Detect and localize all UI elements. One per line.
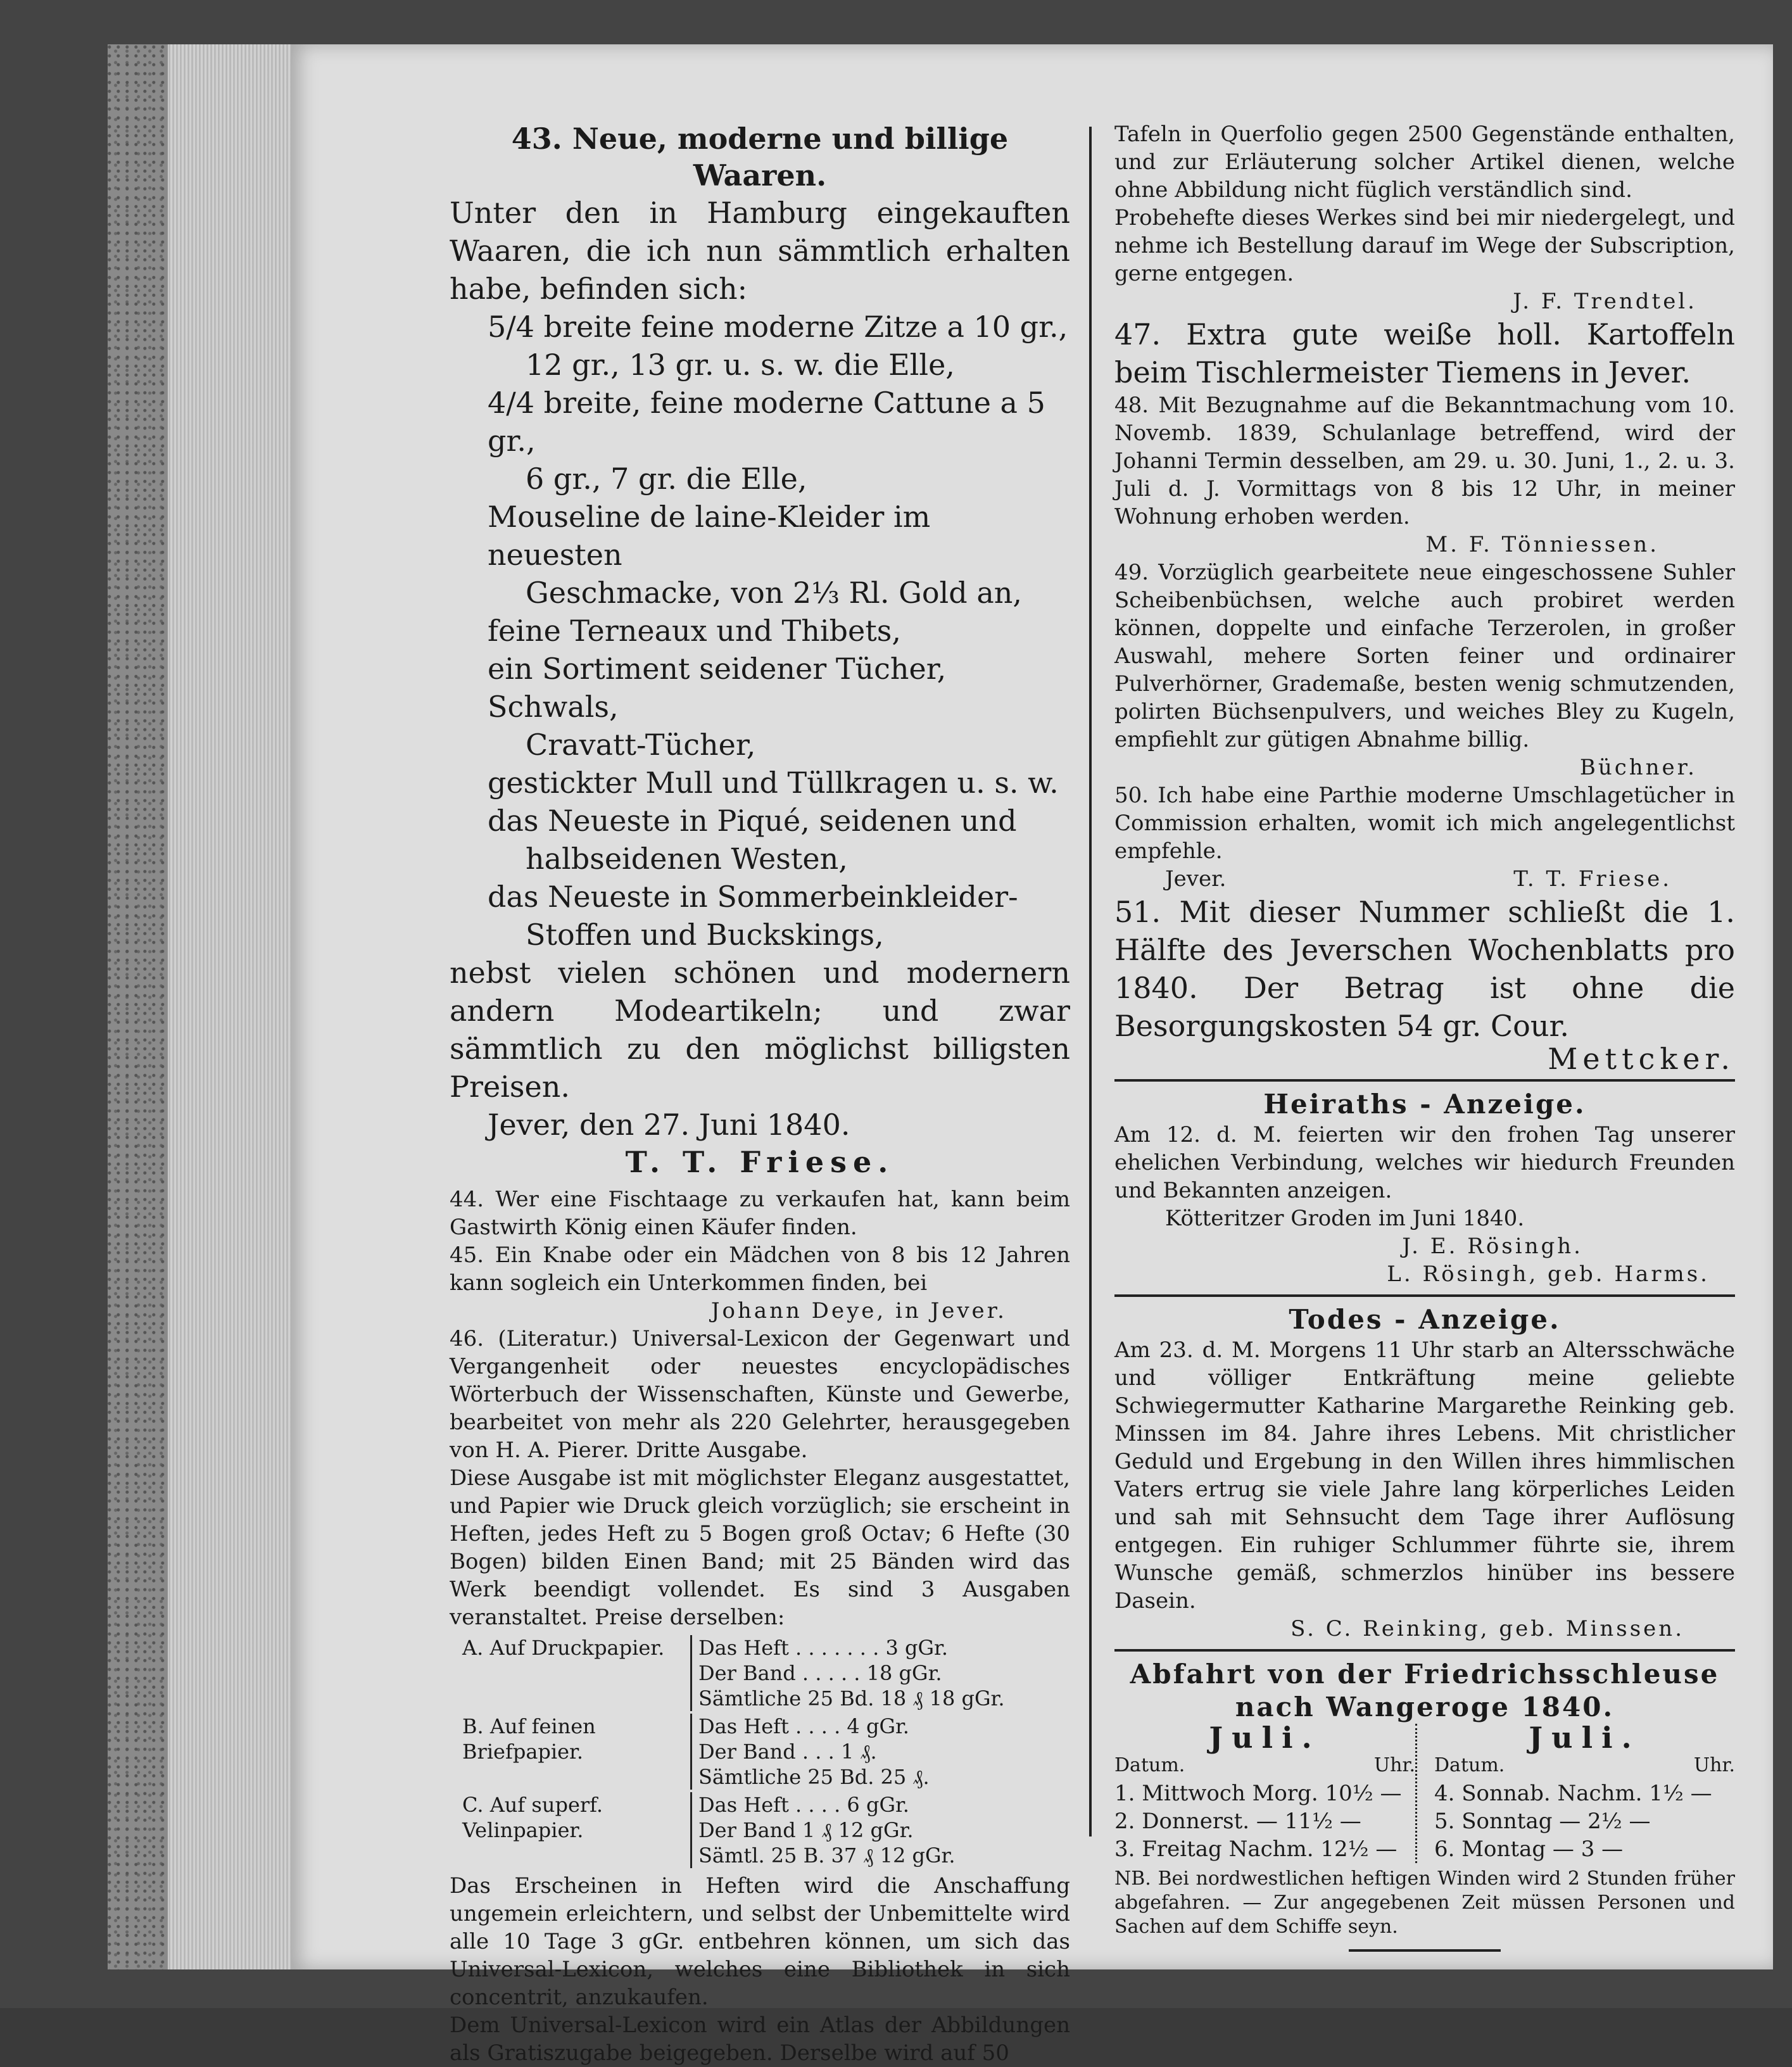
ad-43-item: Geschmacke, von 2⅓ Rl. Gold an,: [526, 576, 1022, 610]
price-row: [462, 1635, 1070, 1711]
price-line: Das Heft . . . . 4 gGr.: [698, 1714, 909, 1738]
price-line: Das Heft . . . . . . . 3 gGr.: [698, 1636, 948, 1660]
ad-50-place: Jever.: [1165, 866, 1227, 892]
death-text: Am 23. d. M. Morgens 11 Uhr starb an Altersschwäche und völliger Entkräftung meine geliebte Schwiegermutter Katharine Margarethe Reinking geb. Minssen im 84. Jahre ihres Lebens. Mit christlicher Geduld und Ergebung in den Willen ihres himmlischen Vaters ertrug sie viele Jahre lang körperliches Leiden und sah mit Sehnsucht dem Tage ihrer Auflösung entgegen. Ein ruhiger Schlummer führte sie, ihrem Wunsche gemäß, schmerzlos hinüber ins bessere Dasein.: [1114, 1337, 1735, 1614]
ad-49-text: 49. Vorzüglich gearbeitete neue eingeschossene Suhler Scheibenbüchsen, welche auch probiret werden können, doppelte und einfache Terzerolen, in großer Auswahl, mehere Sorten feiner und ordinairer Pulverhörner, Grademaße, besten wenig schmutzenden, polirten Büchsenpulvers, und weiches Bley zu Kugeln, empfiehlt zur gütigen Abnahme billig.: [1114, 560, 1735, 752]
price-line: Sämtliche 25 Bd. 18 ₰ 18 gGr.: [698, 1686, 1005, 1710]
ad-43-item: das Neueste in Piqué, seidenen und: [488, 804, 1017, 838]
ferry-col-datum: Datum.: [1114, 1754, 1185, 1776]
ad-43-item: Mouseline de laine-Kleider im neuesten: [488, 500, 931, 572]
ad-46-paragraph: Das Erscheinen in Heften wird die Anschaffung ungemein erleichtern, und selbst der Unbemittelte wird alle 10 Tage 3 gGr. entbehren können, um sich das Universal-Lexicon, welches eine Bibliothek in sich concentrit, anzukaufen.: [450, 1873, 1070, 2010]
ferry-header-row: [1114, 1752, 1415, 1779]
price-line: Der Band 1 ₰ 12 gGr.: [698, 1818, 914, 1842]
price-row: [462, 1792, 1070, 1868]
price-lines: [690, 1714, 1070, 1790]
price-lines: [690, 1635, 1070, 1711]
ad-43-item: 6 gr., 7 gr. die Elle,: [526, 462, 807, 496]
ad-46-continued: Probehefte dieses Werkes sind bei mir niedergelegt, und nehme ich Bestellung darauf im Wege der Subscription, gerne entgegen.: [1114, 205, 1735, 286]
column-divider: [1089, 127, 1092, 1836]
price-line: Sämtliche 25 Bd. 25 ₰.: [698, 1765, 930, 1789]
ferry-row: 1. Mittwoch Morg. 10½ —: [1114, 1781, 1402, 1806]
ad-43-item: 5/4 breite feine moderne Zitze a 10 gr.,: [488, 310, 1068, 344]
ferry-row: 4. Sonnab. Nachm. 1½ —: [1434, 1781, 1712, 1806]
ferry-row: 3. Freitag Nachm. 12½ —: [1114, 1836, 1398, 1862]
price-label: C. Auf superf. Velinpapier.: [462, 1793, 603, 1842]
marriage-place: Kötteritzer Groden im Juni 1840.: [1165, 1206, 1525, 1231]
death-title: Todes - Anzeige.: [1289, 1304, 1561, 1335]
ferry-col-datum: Datum.: [1434, 1754, 1505, 1776]
ferry-row: 2. Donnerst. — 11½ —: [1114, 1809, 1361, 1834]
price-lines: [690, 1792, 1070, 1868]
ad-50-footer: [1114, 865, 1735, 893]
price-line: Der Band . . . . . 18 gGr.: [698, 1661, 942, 1685]
ad-46-text: 46. (Literatur.) Universal-Lexicon der Gegenwart und Vergangenheit oder neuestes encyclopädisches Wörterbuch der Wissenschaften, Künste und Gewerbe, bearbeitet von mehr als 220 Gelehrter, herausgegeben von H. A. Pierer. Dritte Ausgabe.: [450, 1326, 1070, 1463]
left-column: [450, 120, 1070, 2067]
ferry-header-row: [1434, 1752, 1735, 1779]
section-rule: [1114, 1079, 1735, 1082]
ad-48-signature: M. F. Tönniessen.: [1425, 532, 1659, 557]
ferry-month: Juli.: [1529, 1721, 1641, 1755]
ad-43-intro: Unter den in Hamburg eingekauften Waaren, die ich nun sämmtlich erhalten habe, befinden sich:: [450, 196, 1070, 306]
ad-51-signature: Mettcker.: [1548, 1042, 1735, 1076]
marriage-text: Am 12. d. M. feierten wir den frohen Tag unserer ehelichen Verbindung, welches wir hiedurch Freunden und Bekannten anzeigen.: [1114, 1122, 1735, 1203]
ad-43-item: 12 gr., 13 gr. u. s. w. die Elle,: [526, 348, 955, 382]
ad-43-item: Stoffen und Buckskings,: [526, 918, 884, 952]
ferry-right: [1434, 1721, 1735, 1863]
marbled-cover-edge: [108, 44, 168, 1969]
ad-51-text: 51. Mit dieser Nummer schließt die 1. Hälfte des Jeverschen Wochenblatts pro 1840. Der Betrag ist ohne die Besorgungskosten 54 gr. Cour.: [1114, 895, 1735, 1043]
ad-47-text: 47. Extra gute weiße holl. Kartoffeln beim Tischlermeister Tiemens in Jever.: [1114, 317, 1735, 389]
ferry-separator: [1415, 1724, 1434, 1863]
price-line: Das Heft . . . . 6 gGr.: [698, 1793, 909, 1817]
ferry-col-uhr: Uhr.: [1693, 1754, 1735, 1776]
ferry-row: 5. Sonntag — 2½ —: [1434, 1809, 1651, 1834]
price-label: A. Auf Druckpapier.: [462, 1636, 665, 1660]
ad-50-text: 50. Ich habe eine Parthie moderne Umschlagetücher in Commission erhalten, womit ich mich angelegentlichst empfehle.: [1114, 783, 1735, 864]
death-signature: S. C. Reinking, geb. Minssen.: [1290, 1616, 1684, 1641]
ad-43-item: feine Terneaux und Thibets,: [488, 614, 901, 648]
newspaper-page: [291, 44, 1773, 2066]
ferry-left: [1114, 1721, 1415, 1863]
ad-44-text: 44. Wer eine Fischtaage zu verkaufen hat, kann beim Gastwirth König einen Käufer finden.: [450, 1187, 1070, 1240]
ad-50-signature: T. T. Friese.: [1513, 866, 1672, 892]
ferry-schedule: [1114, 1721, 1735, 1863]
ferry-month: Juli.: [1209, 1721, 1321, 1755]
ad-43-heading: 43. Neue, moderne und billige Waaren.: [511, 122, 1009, 193]
ad-43-item: halbseidenen Westen,: [526, 842, 848, 876]
ad-43-item: gestickter Mull und Tüllkragen u. s. w.: [488, 766, 1059, 800]
ad-43-item: 4/4 breite, feine moderne Cattune a 5 gr.,: [488, 386, 1045, 458]
ad-46-paragraph: Diese Ausgabe ist mit möglichster Eleganz ausgestattet, und Papier wie Druck gleich vorzüglich; sie erscheint in Heften, jedes Heft zu 5 Bogen groß Octav; 6 Hefte (30 Bogen) bilden Einen Band; mit 25 Bänden wird das Werk beendigt vollendet. Es sind 3 Ausgaben veranstaltet. Preise derselben:: [450, 1465, 1070, 1630]
ferry-note: NB. Bei nordwestlichen heftigen Winden wird 2 Stunden früher abgefahren. — Zur angegebenen Zeit müssen Personen und Sachen auf dem Schiffe seyn.: [1114, 1868, 1735, 1938]
ad-43-outro: nebst vielen schönen und modernern andern Modeartikeln; und zwar sämmtlich zu den möglichst billigsten Preisen.: [450, 956, 1070, 1104]
ad-49-signature: Büchner.: [1579, 755, 1697, 780]
ad-43-item: Cravatt-Tücher,: [526, 728, 756, 762]
ferry-title: Abfahrt von der Friedrichsschleuse nach Wangeroge 1840.: [1130, 1659, 1720, 1722]
closing-rule: [1349, 1949, 1501, 1952]
price-line: Der Band . . . 1 ₰.: [698, 1740, 877, 1764]
marriage-signature: J. E. Rösingh.: [1402, 1234, 1583, 1259]
ad-46-paragraph: Dem Universal-Lexicon wird ein Atlas der Abbildungen als Gratiszugabe beigegeben. Derselbe wird auf 50: [450, 2013, 1070, 2066]
ad-46-continued: Tafeln in Querfolio gegen 2500 Gegenstände enthalten, und zur Erläuterung solcher Artikel dienen, welche ohne Abbildung nicht füglich verständlich sind.: [1114, 122, 1735, 203]
ferry-col-uhr: Uhr.: [1373, 1754, 1415, 1776]
marriage-signature: L. Rösingh, geb. Harms.: [1387, 1261, 1710, 1287]
right-column: [1114, 120, 1735, 1952]
price-row: [462, 1714, 1070, 1790]
ad-45-signature: Johann Deye, in Jever.: [710, 1298, 1007, 1324]
ad-43-item: das Neueste in Sommerbeinkleider-: [488, 880, 1018, 914]
price-list: [462, 1635, 1070, 1868]
ad-48-text: 48. Mit Bezugnahme auf die Bekanntmachung vom 10. Novemb. 1839, Schulanlage betreffend, wird der Johanni Termin desselben, am 29. u. 30. Juni, 1., 2. u. 3. Juli d. J. Vormittags von 8 bis 12 Uhr, in meiner Wohnung erhoben werden.: [1114, 393, 1735, 529]
section-rule: [1114, 1294, 1735, 1297]
price-line: Sämtl. 25 B. 37 ₰ 12 gGr.: [698, 1843, 956, 1868]
ad-43-place-date: Jever, den 27. Juni 1840.: [488, 1108, 850, 1142]
ferry-row: 6. Montag — 3 —: [1434, 1836, 1624, 1862]
marriage-title: Heiraths - Anzeige.: [1263, 1089, 1586, 1120]
ad-46-signature: J. F. Trendtel.: [1513, 289, 1697, 314]
section-rule: [1114, 1649, 1735, 1652]
price-label: B. Auf feinen Briefpapier.: [462, 1714, 596, 1764]
ad-45-text: 45. Ein Knabe oder ein Mädchen von 8 bis 12 Jahren kann sogleich ein Unterkommen finden, bei: [450, 1242, 1070, 1296]
ad-43-item: ein Sortiment seidener Tücher, Schwals,: [488, 652, 947, 724]
ad-43-signature: T. T. Friese.: [625, 1145, 895, 1179]
